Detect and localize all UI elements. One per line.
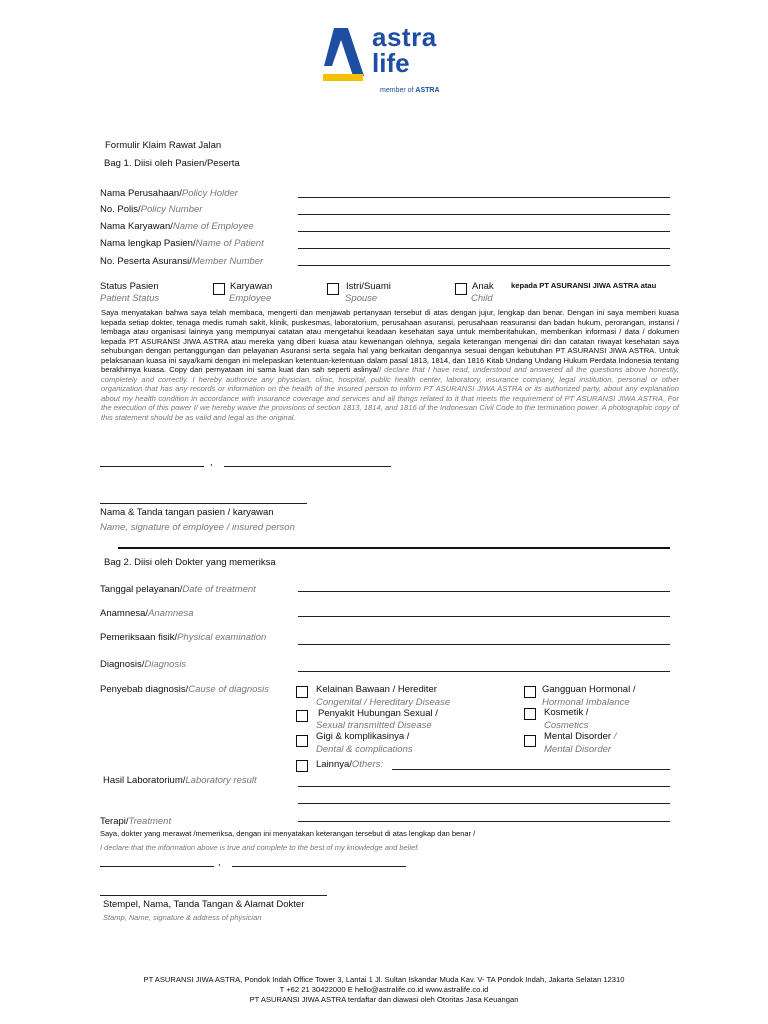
diagnosis-input[interactable] (298, 671, 670, 672)
status-child-label-en: Child (471, 293, 493, 304)
std-label: Penyakit Hubungan Sexual / (318, 708, 438, 719)
status-child-label: Anak (472, 281, 494, 292)
policy-label: No. Polis/Policy Number (100, 204, 203, 215)
patient-date-comma: , (210, 457, 213, 468)
doctor-date-comma: , (218, 857, 221, 868)
doctor-signature-label-en: Stamp, Name, signature & address of physician (103, 913, 262, 922)
std-label-en: Sexual transmitted Disease (316, 720, 432, 731)
status-employee-label-en: Employee (229, 293, 272, 304)
doctor-signature-label: Stempel, Nama, Tanda Tangan & Alamat Dokter (103, 899, 305, 910)
std-checkbox[interactable] (296, 710, 308, 722)
mental-label: Mental Disorder / (544, 731, 617, 742)
doctor-statement: Saya, dokter yang merawat /memeriksa, dengan ini menyatakan keterangan tersebut di atas lengkap dan benar / (100, 829, 476, 838)
therapy-label: Terapi/Treatment (100, 816, 172, 827)
employee-input[interactable] (298, 231, 670, 232)
cosmetics-checkbox[interactable] (524, 708, 536, 720)
congenital-checkbox[interactable] (296, 686, 308, 698)
company-input[interactable] (298, 197, 670, 198)
doctor-date-input[interactable] (232, 866, 406, 867)
lab-result-input-1[interactable] (298, 786, 670, 787)
lab-result-input-2[interactable] (298, 803, 670, 804)
section-divider (118, 547, 670, 549)
member-number-input[interactable] (298, 265, 670, 266)
patient-label: Nama lengkap Pasien/Name of Patient (100, 238, 264, 249)
company-label: Nama Perusahaan/Policy Holder (100, 188, 238, 199)
status-trailing-text: kepada PT ASURANSI JIWA ASTRA atau (511, 281, 657, 290)
dental-checkbox[interactable] (296, 735, 308, 747)
status-label: Status Pasien (100, 281, 159, 292)
therapy-input[interactable] (298, 821, 670, 822)
patient-signature-label: Nama & Tanda tangan pasien / karyawan (100, 507, 274, 518)
mental-label-en: Mental Disorder (544, 744, 612, 755)
employee-label: Nama Karyawan/Name of Employee (100, 221, 254, 232)
diagnosis-label: Diagnosis/Diagnosis (100, 659, 187, 670)
treatment-date-input[interactable] (298, 591, 670, 592)
patient-statement: Saya menyatakan bahwa saya telah membaca, mengerti dan menjawab pertanyaan tersebut di atas dengan jujur, lengkap dan benar. Dengan ini saya memberi kuasa kepada setiap dokter, tenaga medis rumah sakit, klinik, puskesmas, laboratorium, perusahaan asuransi, perusahaan reasuransi dan badan hukum, perorangan, instansi / lembaga atau organisasi lainnya yang mempunyai catatan atau mengetahui keadaan kesehatan saya untuk memberitahukan, memberikan informasi / data / dokumen kepada PT ASURANSI JIWA ASTRA atau mereka yang diberi kuasa atau kewenangan olehnya, segala keterangan mengenai diri dan catatan riwayat kesehatan saya sehubungan dengan pertanggungan dan pelayanan Asuransi serta segala hal yang berkaitan dengannya sesuai dengan kebutuhan PT ASURANSI JIWA ASTRA. Untuk pelaksanaan kuasa ini saya/kami dengan ini melepaskan ketentuan-ketentuan dalam pasal 1813, 1814, dan 1816 Kitab Undang Undang Hukum Perdata Indonesia tentang berakhirnya kuasa. Copy dari pernyataan ini sama kuat dan sah seperti aslinya/I declare that I have read, understood and answered all the questions above honestly, completely and correctly. I hereby authorize any physician, clinic, hospital, public health center, laboratory, insurance company, legal institution, personal or other organization that has any records or information on the health of the insured person to inform PT ASURANSI JIWA ASTRA or its authorized party, about any explanation about my health condition in accordance with insurance coverage and services and all things related to it that meets the requirement of PT ASURANSI JIWA ASTRA. For the execution of this power I/ we hereby waive the provisions of section 1813, 1814, and 1816 of the Indonesian Civil Code to the termination power. A photographic copy of this statement should be as valid and legal as the original. (101, 308, 679, 423)
anamnesa-label: Anamnesa/Anamnesa (100, 608, 194, 619)
policy-input[interactable] (298, 214, 670, 215)
status-employee-checkbox[interactable] (213, 283, 225, 295)
hormonal-checkbox[interactable] (524, 686, 536, 698)
member-number-label: No. Peserta Asuransi/Member Number (100, 256, 264, 267)
form-title: Formulir Klaim Rawat Jalan (105, 140, 222, 151)
doctor-statement-en: I declare that the information above is true and complete to the best of my knowledge and belief. (100, 843, 420, 852)
cosmetics-label-en: Cosmetics (544, 720, 589, 731)
doctor-place-input[interactable] (100, 866, 214, 867)
company-logo (320, 22, 450, 98)
patient-signature-label-en: Name, signature of employee / insured person (100, 522, 295, 533)
others-label: Lainnya/Others: (316, 759, 384, 770)
treatment-date-label: Tanggal pelayanan/Date of treatment (100, 584, 256, 595)
others-input[interactable] (392, 769, 670, 770)
footer-ojk: PT ASURANSI JIWA ASTRA terdaftar dan diawasi oleh Otoritas Jasa Keuangan (249, 995, 519, 1004)
hormonal-label: Gangguan Hormonal / (542, 684, 636, 695)
congenital-label-en: Congenital / Hereditary Disease (316, 697, 451, 708)
status-spouse-label-en: Spouse (345, 293, 378, 304)
status-child-checkbox[interactable] (455, 283, 467, 295)
mental-checkbox[interactable] (524, 735, 536, 747)
cosmetics-label: Kosmetik / (544, 707, 589, 718)
patient-signature-line[interactable] (100, 503, 307, 504)
doctor-signature-line[interactable] (100, 895, 327, 896)
patient-place-input[interactable] (100, 466, 204, 467)
lab-result-label: Hasil Laboratorium/Laboratory result (103, 775, 257, 786)
hormonal-label-en: Hormonal Imbalance (542, 697, 630, 708)
section1-title: Bag 1. Diisi oleh Pasien/Peserta (104, 158, 240, 169)
anamnesa-input[interactable] (298, 616, 670, 617)
footer-address: PT ASURANSI JIWA ASTRA, Pondok Indah Office Tower 3, Lantai 1 Jl. Sultan Iskandar Muda Kav. V- TA Pondok Indah, Jakarta Selatan 12310 (143, 975, 625, 984)
others-checkbox[interactable] (296, 760, 308, 772)
congenital-label: Kelainan Bawaan / Herediter (316, 684, 437, 695)
dental-label: Gigi & komplikasinya / (316, 731, 410, 742)
physical-exam-label: Pemeriksaan fisik/Physical examination (100, 632, 267, 643)
cause-label: Penyebab diagnosis/Cause of diagnosis (100, 684, 270, 695)
status-label-en: Patient Status (100, 293, 160, 304)
physical-exam-input[interactable] (298, 644, 670, 645)
logo-text-life: life (372, 48, 410, 78)
status-employee-label: Karyawan (230, 281, 273, 292)
member-of-astra: member of ASTRA (380, 87, 440, 94)
patient-input[interactable] (298, 248, 670, 249)
dental-label-en: Dental & complications (316, 744, 413, 755)
section2-title: Bag 2. Diisi oleh Dokter yang memeriksa (104, 557, 276, 568)
astra-life-logo-mark (320, 26, 368, 84)
patient-date-input[interactable] (224, 466, 391, 467)
logo-text-astra: astra (372, 22, 437, 52)
status-spouse-label: Istri/Suami (346, 281, 391, 292)
status-spouse-checkbox[interactable] (327, 283, 339, 295)
footer-contact: T +62 21 30422000 E hello@astralife.co.id www.astralife.co.id (279, 985, 489, 994)
